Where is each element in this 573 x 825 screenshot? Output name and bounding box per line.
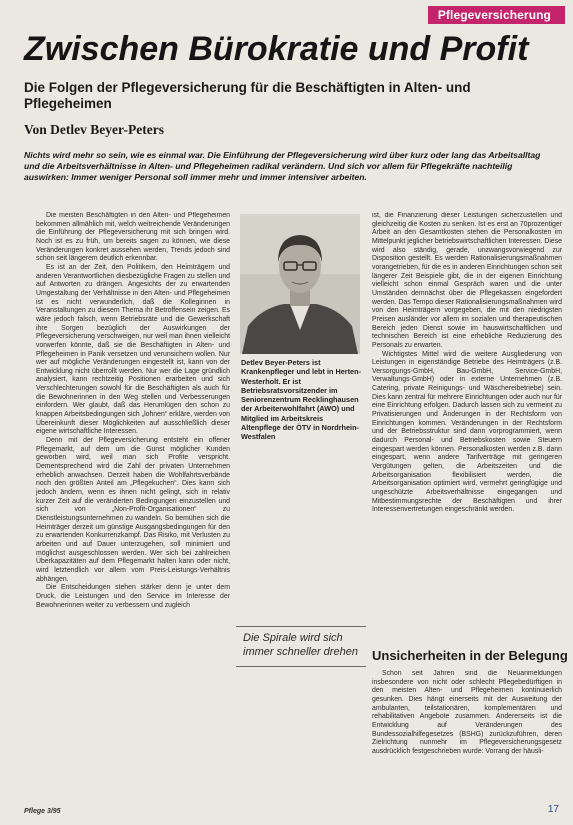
article-subtitle: Die Folgen der Pflegeversicherung für die Beschäftigten in Alten- und Pflegeheimen: [24, 80, 471, 111]
body-paragraph: Die meisten Beschäftigten in den Alten- und Pflegeheimen bekommen allmählich mit, welch weitreichende Veränderungen die Einführung der Pflegeversicherung mit sich bringen wird. Noch ist es zu früh, um bereits sagen zu können, wie diese Veränderungen konkret aussehen werden, Trends jedoch sind schon seit längerem deutlich erkennbar.: [36, 212, 230, 263]
author-portrait-image: [240, 214, 360, 354]
body-paragraph: Es ist an der Zeit, den Politikern, den Heimträgern und anderen Verantwortlichen diesbezügliche Fragen zu stellen und auf Antworten zu drängen. Angesichts der zu erwartenden Umgestaltung der Verhältnisse in den Alten- und Pflegeheimen ist es nicht verwunderlich, daß die Kolleginnen in Veranstaltungen zu diesem Thema ihr Betroffensein zeigen. Es wäre jedoch falsch, wenn Betriebsräte und die Gewerkschaft ihre Sorgen bezüglich der Auswirkungen der Pflegeversicherung verschweigen, nur weil man ihnen vielleicht vorwerfen könnte, daß sie die Beschäftigten in Alten- und Pflegeheimen in Panik versetzen und verunsichern wollen. Nur wer auf mögliche Veränderungen eingestellt ist, kann von der Entwicklung nicht überrollt werden. Nur wer die Lage gründlich analysiert, kann rechtzeitig Positionen erarbeiten und sich Verschlechterungen sowohl für die Beschäftigten als auch für die Bewohnerinnen in den Weg stellen und Verbesserungen einfordern. Wer glaubt, daß das Herumlügen den schon zu knappen Arbeitsbedingungen sich „lohnen“ erkläre, werden von Übereinkunft dieser Möglichkeiten auf ausschließlich dieser eigene wirtschaftliche Interessen.: [36, 263, 230, 436]
author-photo: [240, 214, 360, 354]
article-title: Zwischen Bürokratie und Profit: [24, 30, 529, 68]
section-subheading: Unsicherheiten in der Belegung: [372, 648, 568, 663]
body-paragraph: Denn mit der Pflegeversicherung entsteht ein offener Pflegemarkt, auf dem um die Gunst möglicher Kunden geworben wird, weil man sich Profite verspricht. Dementsprechend wird die Zahl der privaten Unternehmen erheblich anwachsen. Derzeit haben die Wohlfahrtsverbände noch den größten Anteil am „Pflegekuchen“. Dies kann sich jedoch ändern, wenn es ihnen nicht gelingt, sich in relativ kurzer Zeit auf die veränderten Bedingungen einzustellen und sich von „Non-Profit-Organisationen“ zu Dienstleistungsunternehmen zu wandeln. So bemühen sich die Heimträger derzeit um günstige Ausgangsbedingungen für den zu erwartenden Konkurrenzkampf. Das Risiko, mit Verlusten zu arbeiten und auf Dauer unterzugehen, soll minimiert und möglichst ausgeschlossen werden. Wer sich bei zahlreichen Überkapazitäten auf dem Pflegemarkt halten kann oder nicht, wird letztendlich vor allem vom Preis-Leistungs-Verhältnis abhängen.: [36, 437, 230, 583]
body-column-right-continued: [372, 670, 562, 800]
page-number: 17: [547, 804, 559, 815]
lead-paragraph: Nichts wird mehr so sein, wie es einmal war. Die Einführung der Pflegeversicherung wird über kurz oder lang das Arbeitsalltag und die Arbeitsverhältnisse in Alten- und Pflegeheimen radikal verändern. Und sich vor allem für Pflegekräfte nachteilig auswirken: Immer weniger Personal soll immer mehr und immer intensiver arbeiten.: [24, 150, 541, 183]
body-paragraph: Schon seit Jahren sind die Neuanmeldungen insbesondere von nicht oder schlecht Pflegebedürftigen in den meisten Alten- und Pflegeheimen kontinuierlich gesunken. Dies hängt einerseits mit der Ausweitung der ambulanten, teilstationären, komplementären und rehabilitativen Angebote zusammen. Andererseits ist die Entwicklung auf Veränderungen des Bundessozialhilfegesetzes (BSHG) zurückzuführen, deren Zielrichtung nunmehr im Pflegeversicherungsgesetz ausdrücklich festgeschrieben wurde: Vorrang der häusli-: [372, 670, 562, 755]
body-paragraph: Die Entscheidungen stehen stärker denn je unter dem Druck, die Leistungen und den Service im Interesse der Bewohnerinnen weiter zu verbessern und zugleich: [36, 584, 230, 609]
issue-footer: Pflege 3/95: [24, 808, 61, 815]
pull-quote-rule-top: [236, 626, 366, 627]
article-byline: Von Detlev Beyer-Peters: [24, 122, 164, 137]
pull-quote: Die Spirale wird sich immer schneller drehen: [243, 632, 358, 658]
photo-caption: Detlev Beyer-Peters ist Krankenpfleger und lebt in Herten-Westerholt. Er ist Betriebsratsvorsitzender im Seniorenzentrum Recklinghausen der Arbeiterwohlfahrt (AWO) und Mitglied im Arbeitskreis Altenpflege der ÖTV in Nordrhein-Westfalen: [241, 358, 362, 442]
body-column-right: [372, 212, 562, 642]
body-column-left: [36, 212, 230, 794]
section-tag: Pflegeversicherung: [428, 6, 565, 24]
pull-quote-rule-bottom: [236, 666, 366, 667]
body-paragraph: Wichtigstes Mittel wird die weitere Ausgliederung von Leistungen in eigenständige Betriebe des Heimträgers (z.B. Versorgungs-GmbH, Bau-GmbH, Service-GmbH, Verwaltungs-GmbH) oder in externe Unternehmen (z.B. Catering, private Reinigungs- und Wäschereibetriebe) sein. Dies kann zentral für mehrere Einrichtungen oder auch nur für eine Einrichtung erfolgen. Dadurch lassen sich zu vermeint zu Privatisierungen und Änderungen in der Rechtsform von Einrichtungen kommen. Veränderungen in der Rechtsform und der Betriebsstruktur sind dann vorprogrammiert, wenn dadurch Personal- und Betriebskosten sowie Steuern eingespart werden können. Personalkosten werden z.B. dann eingespart, wenn andere Tarifverträge mit geringeren Vergütungen gelten, die Arbeitszeiten und die Arbeitsorganisation flexibilisiert werden, die Arbeitsorganisation optimiert wird, vermehrt geringfügige und ungeschützte Arbeitsverhältnisse eingegangen und Mitbestimmungsrechte der Beschäftigten und ihrer Interessenvertretungen eingeschränkt werden.: [372, 350, 562, 514]
body-paragraph: ist, die Finanzierung dieser Leistungen sicherzustellen und gleichzeitig die Kosten zu senken. Ist es erst an 70prozentiger Arbeit an den Gesamtkosten stehen die Personalkosten im Mittelpunkt jeglicher betriebswirtschaftlichen Interessen. Diese wird also ständig, gerade, unzwangsvorwiegend zur Disposition gestellt. Es werden Rationalisierungsmaßnahmen vorangetrieben, für die es in anderen Einrichtungen schon seit längerer Zeit Beispiele gibt, die in der eigenen Einrichtung vielleicht schon einmal Gespräch waren und die unter Umständen demnächst über die Pflegekassen eingefordert werden. Das Tempo dieser Rationalisierungsmaßnahmen wird von den Heimträgern vorgegeben, die mit den niedrigsten Preisen ausländer vor allem im sozialen und therapeutischen Bereich jeden Dienst sowie im hauswirtschaftlichen und technischen Bereich ist eine erhebliche Reduzierung des Personals zu erwarten.: [372, 212, 562, 349]
